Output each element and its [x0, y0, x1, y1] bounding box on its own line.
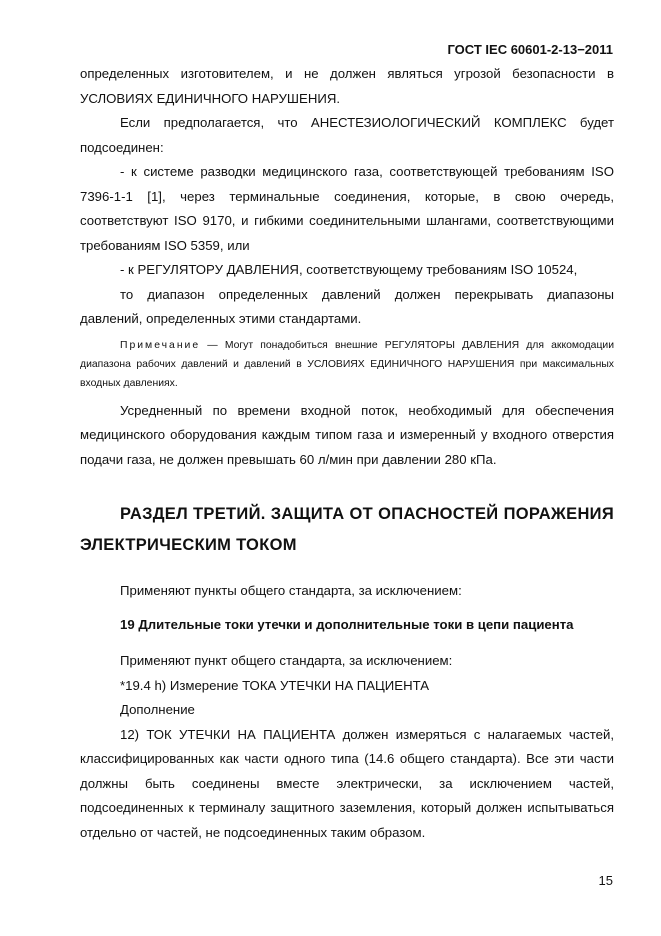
standard-header: ГОСТ IEC 60601-2-13−2011	[447, 42, 613, 57]
addition-label: Дополнение	[120, 702, 195, 717]
list-item-pressure-regulator: - к РЕГУЛЯТОРУ ДАВЛЕНИЯ, соответствующему требованиям ISO 10524,	[120, 262, 578, 277]
paragraph-applies-clause: Применяют пункт общего стандарта, за исключением:	[120, 653, 453, 668]
paragraph-pressure-range: то диапазон определенных давлений должен перекрывать диапазоны давлений, определенных этими стандартами.	[80, 286, 614, 326]
section-title: РАЗДЕЛ ТРЕТИЙ. ЗАЩИТА ОТ ОПАСНОСТЕЙ ПОРАЖЕНИЯ ЭЛЕКТРИЧЕСКИМ ТОКОМ	[80, 505, 614, 554]
note	[80, 336, 614, 393]
list-item-gas-distribution: - к системе разводки медицинского газа, соответствующей требованиям ISO 7396-1-1 [1], через терминальные соединения, которые, в свою очередь, соответствуют ISO 9170, и гибкими соединительными шлангами, соответствующими требованиям ISO 5359, или	[80, 164, 614, 253]
paragraph-connection-condition: Если предполагается, что АНЕСТЕЗИОЛОГИЧЕСКИЙ КОМПЛЕКС будет подсоединен:	[80, 115, 614, 155]
page-number: 15	[598, 873, 613, 888]
paragraph-leakage-current: 12) ТОК УТЕЧКИ НА ПАЦИЕНТА должен измеряться с налагаемых частей, классифицированных как части одного типа (14.6 общего стандарта). Все эти части должны быть соединены вместе электрически, за исключением частей, подсоединенных к терминалу защитного заземления, который должен испытываться отдельно от частей, не подсоединенных таким образом.	[80, 726, 614, 840]
paragraph-applies-general: Применяют пункты общего стандарта, за исключением:	[120, 583, 462, 598]
subsection-title: 19 Длительные токи утечки и дополнительные токи в цепи пациента	[120, 616, 574, 632]
document-body	[80, 62, 614, 845]
paragraph-continuation: определенных изготовителем, и не должен являться угрозой безопасности в УСЛОВИЯХ ЕДИНИЧНОГО НАРУШЕНИЯ.	[80, 66, 614, 106]
clause-19-4-h: *19.4 h) Измерение ТОКА УТЕЧКИ НА ПАЦИЕНТА	[120, 677, 430, 693]
note-label: Примечание	[120, 339, 201, 351]
note-text: — Могут понадобиться внешние РЕГУЛЯТОРЫ ДАВЛЕНИЯ для аккомодации диапазона рабочих давлений и давлений в УСЛОВИЯХ ЕДИНИЧНОГО НАРУШЕНИЯ при максимальных входных давлениях.	[80, 339, 614, 389]
paragraph-input-flow: Усредненный по времени входной поток, необходимый для обеспечения медицинского оборудования каждым типом газа и измеренный у входного отверстия подачи газа, не должен превышать 60 л/мин при давлении 280 кПа.	[80, 402, 614, 467]
